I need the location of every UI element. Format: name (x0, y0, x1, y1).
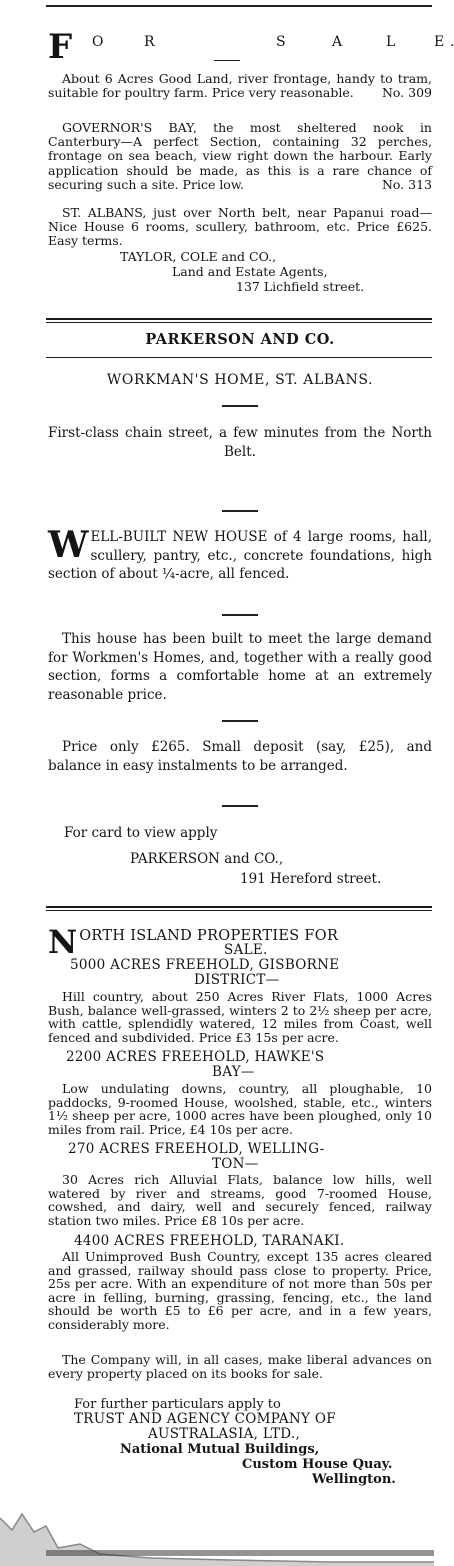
parkerson-heading: PARKERSON AND CO. (145, 331, 335, 348)
dropcap: W (48, 524, 89, 566)
section-divider (46, 906, 432, 911)
description-text: ELL-BUILT NEW HOUSE of 4 large rooms, hall, scullery, pantry, etc., concrete foundations, high section of about ¼-acre, all fenced. (48, 529, 432, 582)
prop-3-title-a: 270 ACRES FREEHOLD, WELLING- (68, 1141, 325, 1157)
parkerson-subheading: WORKMAN'S HOME, ST. ALBANS. (106, 372, 374, 388)
prop-2-title-b: BAY— (212, 1064, 255, 1080)
short-rule (222, 405, 258, 407)
company-line-1: TRUST AND AGENCY COMPANY OF (74, 1411, 336, 1427)
agent-name: TAYLOR, COLE and CO., (120, 249, 277, 264)
parkerson-description (48, 524, 432, 584)
heading-line-2: SALE. (224, 942, 268, 958)
prop-3-title-b: TON— (212, 1156, 259, 1172)
listing-2 (48, 121, 432, 192)
heading-letter: E (434, 34, 445, 50)
prop-3-text: 30 Acres rich Alluvial Flats, balance low hills, well watered by river and streams, good 7-roomed House, cowshed, and dairy, well and securely fenced, railway station two miles. Price £8 10s per acre. (48, 1172, 432, 1228)
prop-1-title-b: DISTRICT— (194, 972, 280, 988)
top-rule (46, 0, 432, 7)
for-sale-heading (48, 27, 445, 68)
parkerson-agent-name: PARKERSON and CO., (130, 851, 284, 867)
listing-2-text: GOVERNOR'S BAY, the most sheltered nook in Canterbury—A perfect Section, containing 32 perches, frontage on sea beach, view right down the harbour. Early application should be made, as this is a rare chance of securing such a site. Price low. (48, 120, 432, 192)
parkerson-rule (46, 357, 432, 358)
listing-3-text: ST. ALBANS, just over North belt, near Papanui road—Nice House 6 rooms, scullery, bathroom, etc. Price £625. Easy terms. (48, 205, 432, 249)
listing-1 (48, 72, 432, 100)
heading-letter: R (144, 34, 155, 50)
parkerson-apply: For card to view apply (64, 825, 218, 841)
short-rule (222, 720, 258, 722)
short-rule (222, 805, 258, 807)
apply-line: For further particulars apply to (74, 1397, 281, 1412)
listing-1-number: No. 309 (381, 85, 432, 101)
prop-4-text: All Unimproved Bush Country, except 135 acres cleared and grassed, railway should pass close to property. Price, 25s per acre. With an expenditure of not more than 50s per acre in felling, burning, grassing, fencing, etc., the land should be worth £5 to £6 per acre, and in a few years, considerably more. (48, 1249, 432, 1332)
heading-letter (450, 34, 454, 50)
address-line-3: Wellington. (312, 1472, 396, 1487)
advances-text: The Company will, in all cases, make liberal advances on every property placed on its books for sale. (48, 1352, 432, 1381)
heading-letter: A (332, 34, 343, 50)
parkerson-agent-address: 191 Hereford street. (240, 871, 382, 887)
heading-letter: L (386, 34, 396, 50)
heading-letter: S (276, 34, 286, 50)
agent-address: 137 Lichfield street. (236, 279, 365, 294)
address-line-1: National Mutual Buildings, (120, 1442, 320, 1457)
parkerson-pitch: This house has been built to meet the large demand for Workmen's Homes, and, together with a really good section, forms a comfortable home at an extremely reasonable price. (48, 631, 432, 703)
heading-line-1: ORTH ISLAND PROPERTIES FOR (79, 928, 339, 944)
address-line-2: Custom House Quay. (242, 1457, 393, 1472)
listing-3 (48, 206, 432, 249)
short-rule (222, 510, 258, 512)
section-divider (46, 318, 432, 323)
parkerson-price: Price only £265. Small deposit (say, £25), and balance in easy instalments to be arranged. (48, 739, 432, 774)
heading-letter: O (92, 34, 104, 50)
prop-4-title: 4400 ACRES FREEHOLD, TARANAKI. (74, 1233, 345, 1249)
prop-1-title-a: 5000 ACRES FREEHOLD, GISBORNE (70, 957, 340, 973)
agent-title: Land and Estate Agents, (172, 264, 328, 279)
for-sale-initial: F (48, 27, 73, 67)
listing-2-number: No. 313 (381, 176, 432, 192)
company-line-2: AUSTRALASIA, LTD., (148, 1426, 301, 1442)
prop-2-text: Low undulating downs, country, all ploughable, 10 paddocks, 9-roomed House, woolshed, stable, etc., winters 1½ sheep per acre, 1000 acres have been ploughed, only 10 miles from rail. Price, £4 10s per acre. (48, 1081, 432, 1137)
torn-page-edge (0, 1488, 434, 1566)
heading-underline (214, 60, 240, 61)
short-rule (222, 614, 258, 616)
prop-2-title-a: 2200 ACRES FREEHOLD, HAWKE'S (66, 1049, 325, 1065)
prop-1-text: Hill country, about 250 Acres River Flats, 1000 Acres Bush, balance well-grassed, winters 2 to 2½ sheep per acre, with cattle, splendidly watered, 12 miles from Coast, well fenced and subdivided. Price £3 15s per acre. (48, 989, 432, 1045)
listing-1-text: About 6 Acres Good Land, river frontage, handy to tram, suitable for poultry farm. Price very reasonable. (48, 71, 432, 101)
parkerson-intro: First-class chain street, a few minutes from the North Belt. (48, 425, 432, 460)
dropcap: N (48, 923, 78, 961)
